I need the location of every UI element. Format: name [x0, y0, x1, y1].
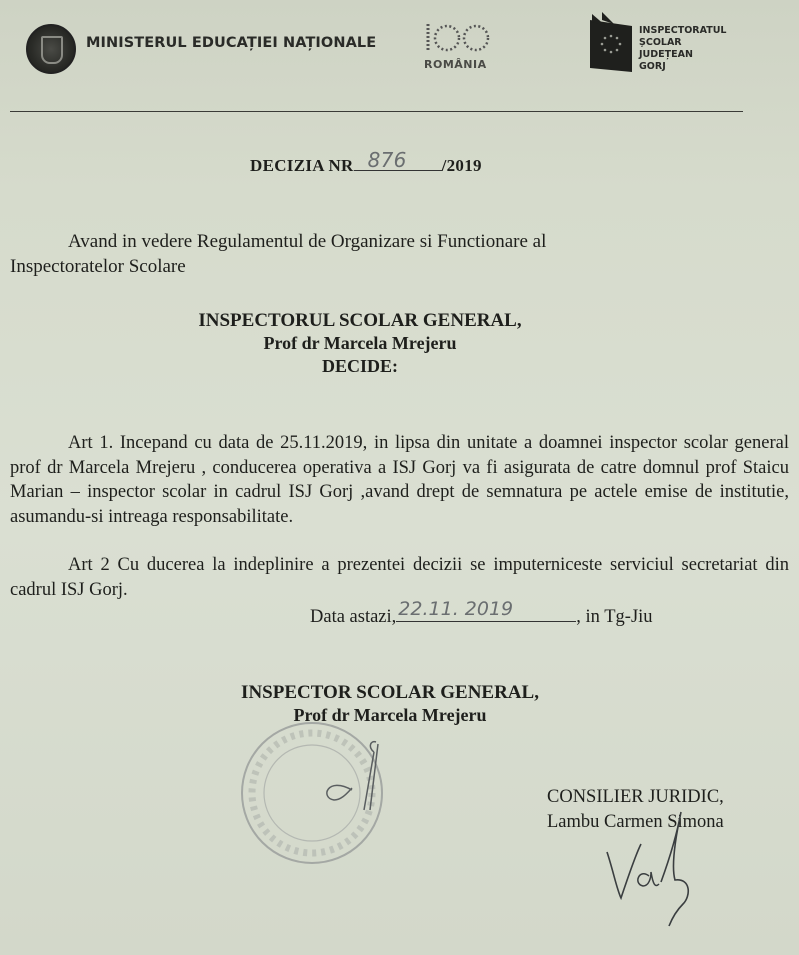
date-handwritten: 22.11. 2019: [398, 598, 514, 620]
intro-paragraph: [10, 230, 630, 279]
signatory-role: INSPECTOR SCOLAR GENERAL,: [241, 682, 539, 703]
decide-heading: DECIDE:: [321, 356, 398, 376]
intro-line: Inspectoratelor Scolare: [10, 255, 186, 277]
inspectorate-line: ȘCOLAR: [639, 37, 682, 48]
decision-number-handwritten: 876: [367, 148, 407, 172]
decision-year: /2019: [441, 156, 482, 175]
date-line: [310, 598, 653, 628]
inspectorate-line: INSPECTORATUL: [639, 25, 727, 36]
decision-number-field: [354, 148, 442, 172]
romanian-coat-of-arms-logo: [26, 24, 76, 74]
legal-advisor-role: CONSILIER JURIDIC,: [547, 787, 724, 807]
date-field: [396, 598, 576, 622]
eu-flag-logo: [584, 12, 634, 72]
legal-advisor-name: Lambu Carmen Simona: [547, 812, 724, 832]
decision-title-prefix: DECIZIA NR: [250, 156, 354, 175]
signatory-name: Prof dr Marcela Mrejeru: [293, 705, 487, 725]
article-2: Art 2 Cu ducerea la indeplinire a prezentei decizii se imputerniceste serviciul secretariat din cadrul ISJ Gorj.: [10, 555, 789, 600]
intro-line: Avand in vedere Regulamentul de Organizare si Functionare al: [68, 231, 547, 252]
legal-advisor-signature: [595, 810, 705, 930]
decision-title: [250, 148, 482, 176]
ministry-name: MINISTERUL EDUCAȚIEI NAȚIONALE: [86, 35, 377, 51]
header-divider: [10, 111, 743, 112]
official-stamp-with-signature: [232, 718, 408, 868]
article-1: Art 1. Incepand cu data de 25.11.2019, in lipsa din unitate a doamnei inspector scolar general prof dr Marcela Mrejeru , conducerea operativa a ISJ Gorj va fi asigurata de catre domnul prof Staicu Marian – inspector scolar in cadrul ISJ Gorj ,avand drept de semnatura pe actele emise de institutie, asumandu-si intreaga responsabilitate.: [10, 433, 789, 527]
inspectorate-name: [639, 25, 727, 73]
issuer-block: [150, 309, 570, 378]
date-label: Data astazi,: [310, 607, 397, 627]
date-place: , in Tg-Jiu: [576, 607, 653, 627]
issuer-name: Prof dr Marcela Mrejeru: [263, 333, 457, 353]
issuer-role: INSPECTORUL SCOLAR GENERAL,: [198, 310, 522, 331]
inspectorate-line: JUDEȚEAN: [639, 49, 693, 60]
centenary-logo-text: ROMÂNIA: [424, 58, 487, 71]
inspectorate-line: GORJ: [639, 61, 666, 72]
